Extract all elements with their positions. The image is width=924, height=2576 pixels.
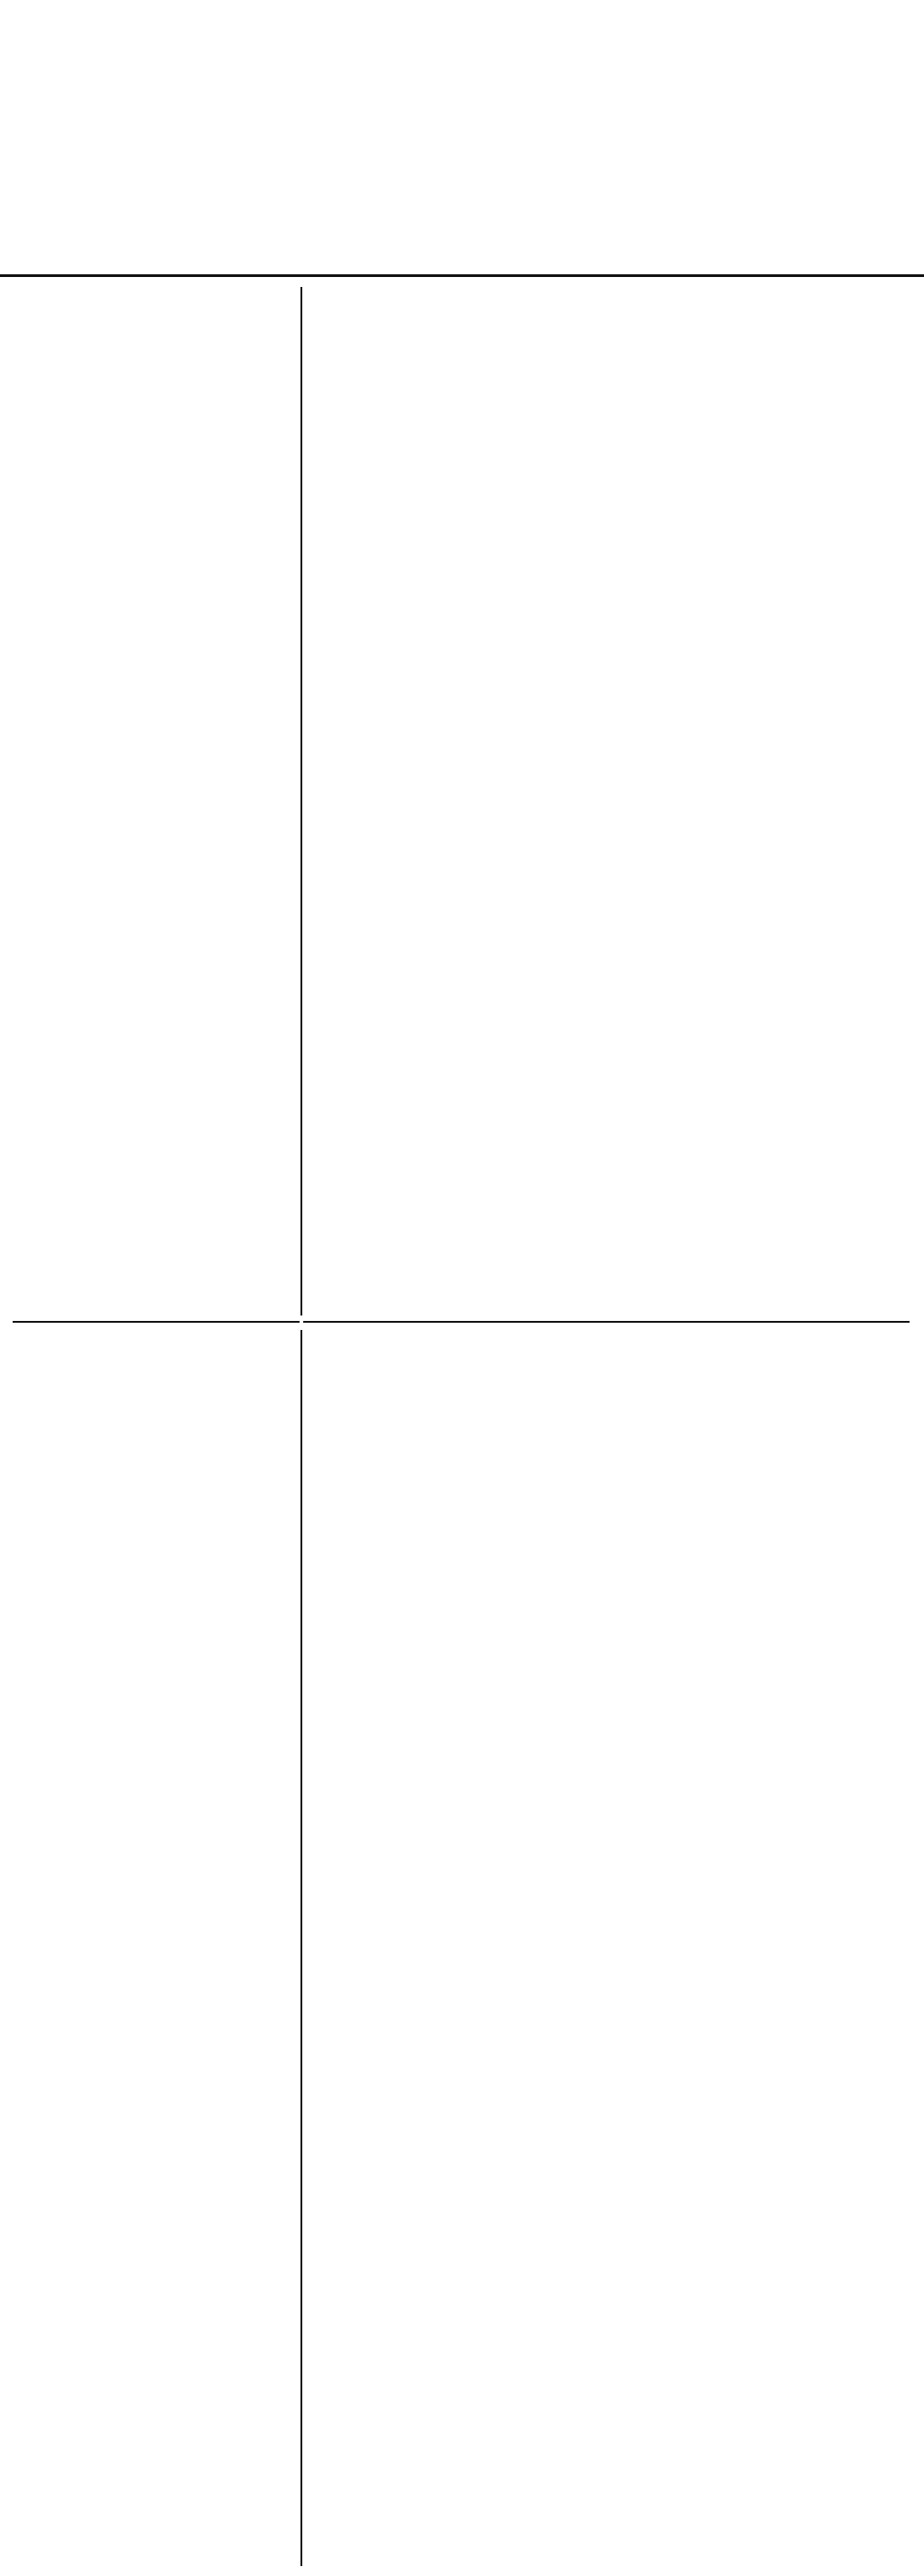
sidebar-divider [13, 1321, 300, 1323]
toc-divider [303, 1321, 910, 1323]
table-of-contents [316, 287, 904, 332]
column-divider-bottom [300, 1330, 302, 2566]
column-divider-top [300, 287, 302, 1316]
journal-issue-info [16, 69, 901, 96]
masthead [16, 52, 901, 96]
masthead-rule [0, 274, 924, 277]
